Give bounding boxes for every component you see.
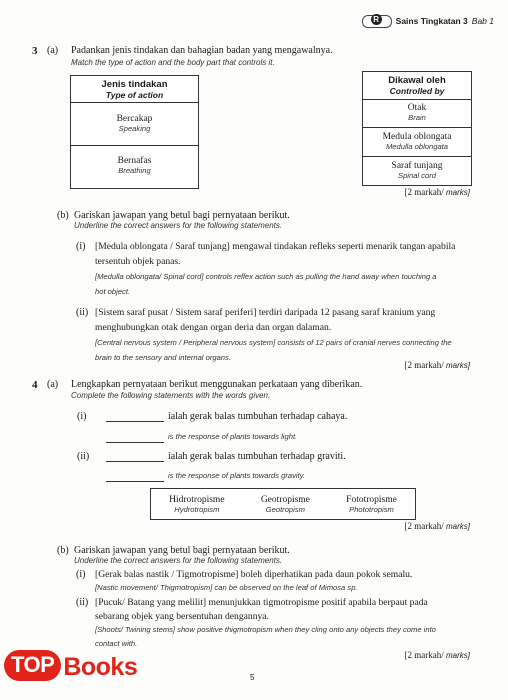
q4a-item-number: (i) (77, 411, 87, 422)
word-label: Geotropisme (260, 494, 310, 505)
q4a-statement-en: is the response of plants towards gravity. (168, 471, 306, 480)
q3b-statement-en: brain to the sensory and internal organs. (95, 353, 231, 362)
body-part-item (363, 127, 471, 156)
q4a-instruction-en: Complete the following statements with the words given. (71, 391, 271, 400)
q4a-statement: ialah gerak balas tumbuhan terhadap cahaya. (168, 411, 348, 422)
header-title: Dikawal oleh (388, 75, 446, 86)
q3b-statement-en: [Central nervous system / Peripheral nervous system] consists of 12 pairs of cranial nerves connecting the (95, 338, 452, 347)
q4b-item-number: (i) (76, 569, 86, 580)
q3b-statement-line: menghubungkan otak dengan organ deria dan organ dalaman. (95, 322, 332, 333)
q4b-statement-en: [Nastic movement/ Thigmotropism] can be observed on the leaf of Mimosa sp. (95, 583, 358, 592)
marks-label-en: marks] (446, 522, 470, 531)
word-bank-box (150, 488, 416, 520)
watermark-top-text: TOP (11, 652, 55, 677)
action-label-en: Speaking (118, 124, 151, 133)
q3b-statement-line: [Medula oblongata / Saraf tunjang] mengawal tindakan refleks seperti menarik tangan apabila (95, 241, 456, 252)
watermark-top-badge (4, 650, 61, 681)
q4b-marks (405, 650, 470, 660)
action-label: Bernafas (117, 156, 152, 166)
chapter-label: Bab 1 (471, 16, 494, 26)
header-subtitle: Type of action (105, 90, 164, 100)
marks-label: [2 markah/ (404, 360, 444, 370)
body-part-label: Medula oblongata (382, 132, 452, 142)
q4b-item-number: (ii) (76, 597, 89, 608)
body-part-label-en: Spinal cord (398, 171, 436, 180)
q3a-instruction-en: Match the type of action and the body part that controls it. (71, 58, 275, 67)
q4a-marks (405, 521, 470, 531)
body-part-item (363, 99, 471, 127)
header-title: Jenis tindakan (101, 79, 168, 90)
q4b-statement-en: [Shoots/ Twining stems] show positive thigmotropism when they cling onto any objects they come into (95, 625, 436, 634)
marks-label-en: marks] (446, 361, 470, 370)
q3b-statement-en: [Medulla oblongata/ Spinal cord] controls reflex action such as pulling the hand away when touching a (95, 272, 437, 281)
action-label-en: Breathing (118, 166, 151, 175)
body-part-label-en: Brain (408, 113, 426, 122)
q4a-instruction: Lengkapkan pernyataan berikut menggunakan perkataan yang diberikan. (71, 379, 363, 390)
word-option (346, 495, 397, 514)
q4a-item-number: (ii) (77, 451, 90, 462)
q3b-item-number: (i) (76, 241, 86, 252)
word-label-en: Hydrotropism (174, 504, 220, 514)
type-of-action-table (70, 75, 199, 189)
q4a-statement-en: is the response of plants towards light. (168, 432, 298, 441)
word-label-en: Geotropism (265, 504, 305, 514)
marks-label-en: marks] (446, 188, 470, 197)
q3b-marks (405, 360, 470, 370)
body-part-label-en: Medulla oblongata (385, 142, 449, 151)
q3a-instruction: Padankan jenis tindakan dan bahagian badan yang mengawalnya. (71, 45, 333, 56)
marks-label: [2 markah/ (404, 521, 444, 531)
q4b-instruction-en: Underline the correct answers for the following statements. (74, 556, 283, 565)
q3a-marks (405, 187, 470, 197)
q4a-blank-en (106, 471, 164, 482)
marks-label-en: marks] (446, 651, 470, 660)
controlled-by-table (362, 71, 472, 186)
q4b-statement-line: [Gerak balas nastik / Tigmotropisme] boleh diperhatikan pada daun pokok semalu. (95, 569, 413, 580)
word-label-en: Phototropism (349, 504, 394, 514)
page-header (362, 14, 494, 28)
body-part-label: Saraf tunjang (391, 161, 443, 171)
word-label: Hidrotropisme (169, 494, 225, 505)
q3b-instruction: Gariskan jawapan yang betul bagi pernyataan berikut. (74, 210, 290, 221)
topbooks-watermark (4, 650, 137, 681)
word-option (169, 495, 224, 514)
watermark-books-text: Books (63, 653, 138, 681)
type-of-action-header (71, 76, 198, 102)
q3a-label: (a) (47, 45, 59, 56)
action-label: Bercakap (116, 114, 153, 124)
q4b-instruction: Gariskan jawapan yang betul bagi pernyataan berikut. (74, 545, 290, 556)
q4a-blank-en (106, 432, 164, 443)
q3b-label: (b) (57, 210, 69, 221)
q3b-item-number: (ii) (76, 307, 89, 318)
controlled-by-header (363, 72, 471, 99)
question-4-number: 4 (32, 379, 38, 391)
word-option (261, 495, 310, 514)
q4a-statement: ialah gerak balas tumbuhan terhadap graviti. (168, 451, 346, 462)
q3b-statement-line: tersentuh objek panas. (95, 256, 181, 267)
marks-label: [2 markah/ (404, 187, 444, 197)
q3b-instruction-en: Underline the correct answers for the following statements. (74, 221, 283, 230)
book-title: Sains Tingkatan 3 (395, 16, 468, 26)
q4a-blank[interactable] (106, 411, 164, 422)
body-part-item (363, 156, 471, 185)
body-part-label: Otak (407, 103, 427, 113)
action-item (71, 145, 198, 187)
publisher-logo-letter: R (371, 14, 382, 25)
q4a-label: (a) (47, 379, 59, 390)
word-label: Fototropisme (346, 494, 397, 505)
q4a-blank[interactable] (106, 451, 164, 462)
header-subtitle: Controlled by (389, 86, 445, 96)
marks-label: [2 markah/ (404, 650, 444, 660)
q3b-statement-line: [Sistem saraf pusat / Sistem saraf periferi] terdiri daripada 12 pasang saraf kranium yang (95, 307, 436, 318)
q4b-label: (b) (57, 545, 69, 556)
q3b-statement-en: hot object. (95, 287, 131, 296)
q4b-statement-line: sebarang objek yang bersentuhan dengannya. (95, 611, 269, 622)
page-number: 5 (250, 673, 255, 682)
q4b-statement-en: contact with. (95, 639, 138, 648)
q4b-statement-line: [Pucuk/ Batang yang melilit] menunjukkan tigmotropisme positif apabila berpaut pada (95, 597, 428, 608)
action-item (71, 102, 198, 145)
publisher-logo (362, 15, 392, 28)
question-3-number: 3 (32, 45, 38, 57)
